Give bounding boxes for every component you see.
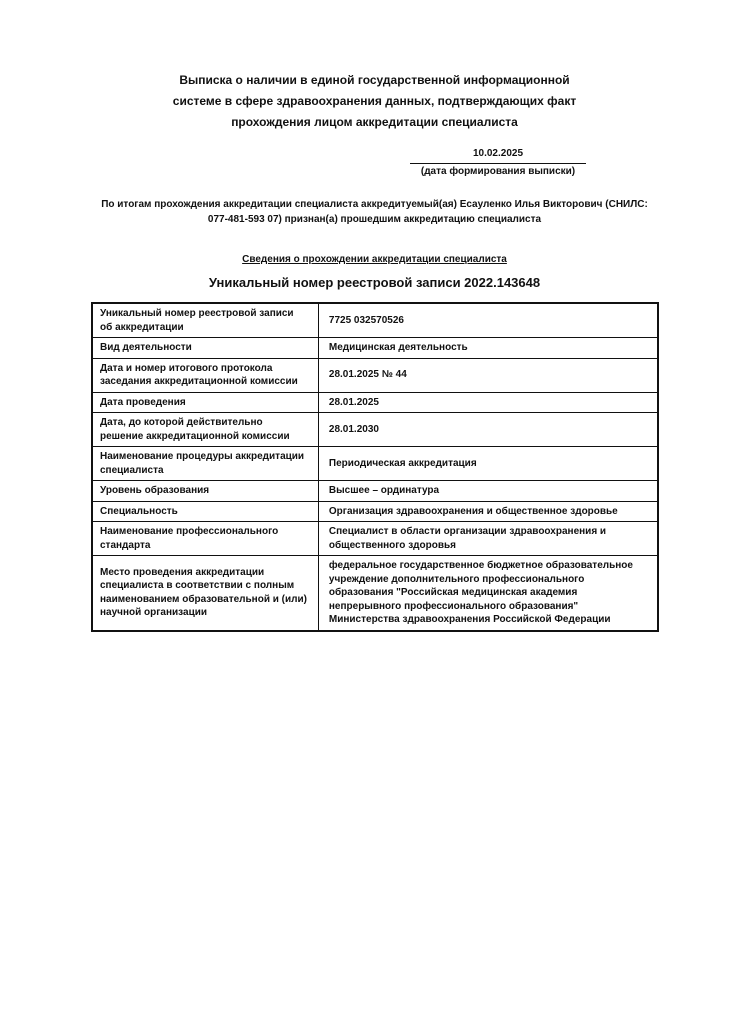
row-label: Дата и номер итогового протокола заседания аккредитационной комиссии xyxy=(92,358,318,392)
row-value: Организация здравоохранения и общественное здоровье xyxy=(318,501,658,522)
date-block xyxy=(410,147,586,179)
row-value: 28.01.2030 xyxy=(318,413,658,447)
row-value: 28.01.2025 xyxy=(318,392,658,413)
row-value: Специалист в области организации здравоохранения и общественного здоровья xyxy=(318,522,658,556)
accreditation-table xyxy=(91,302,659,632)
row-value: Периодическая аккредитация xyxy=(318,447,658,481)
row-label: Наименование процедуры аккредитации специалиста xyxy=(92,447,318,481)
table-row xyxy=(92,556,658,631)
row-value: федеральное государственное бюджетное образовательное учреждение дополнительного профессионального образования "Российская медицинская академия непрерывного профессионального образования" Министерства здравоохранения Российской Федерации xyxy=(318,556,658,631)
row-label: Наименование профессионального стандарта xyxy=(92,522,318,556)
table-row xyxy=(92,338,658,359)
extract-date-caption: (дата формирования выписки) xyxy=(420,166,576,177)
table-row xyxy=(92,392,658,413)
table-row xyxy=(92,447,658,481)
table-row xyxy=(92,501,658,522)
table-row xyxy=(92,481,658,502)
row-label: Специальность xyxy=(92,501,318,522)
table-row xyxy=(92,413,658,447)
document-title: Выписка о наличии в единой государственной информационной системе в сфере здравоохранения данных, подтверждающих факт прохождения лицом аккредитации специалиста xyxy=(172,73,577,129)
accreditation-table-body xyxy=(92,303,658,631)
intro-paragraph: По итогам прохождения аккредитации специалиста аккредитуемый(ая) Есауленко Илья Викторович (СНИЛС: 077-481-593 07) признан(а) прошедшим аккредитацию специалиста xyxy=(101,199,648,225)
row-value: Высшее – ординатура xyxy=(318,481,658,502)
table-row xyxy=(92,303,658,338)
row-value: Медицинская деятельность xyxy=(318,338,658,359)
row-label: Место проведения аккредитации специалиста в соответствии с полным наименованием образовательной и (или) научной организации xyxy=(92,556,318,631)
extract-date: 10.02.2025 xyxy=(410,147,586,164)
row-label: Дата, до которой действительно решение аккредитационной комиссии xyxy=(92,413,318,447)
row-value: 7725 032570526 xyxy=(318,303,658,338)
row-label: Уровень образования xyxy=(92,481,318,502)
table-row xyxy=(92,358,658,392)
table-row xyxy=(92,522,658,556)
row-label: Дата проведения xyxy=(92,392,318,413)
row-value: 28.01.2025 № 44 xyxy=(318,358,658,392)
registry-number-header: Уникальный номер реестровой записи 2022.143648 xyxy=(208,275,541,290)
section-header: Сведения о прохождении аккредитации специалиста xyxy=(242,254,507,265)
row-label: Вид деятельности xyxy=(92,338,318,359)
row-label: Уникальный номер реестровой записи об аккредитации xyxy=(92,303,318,338)
